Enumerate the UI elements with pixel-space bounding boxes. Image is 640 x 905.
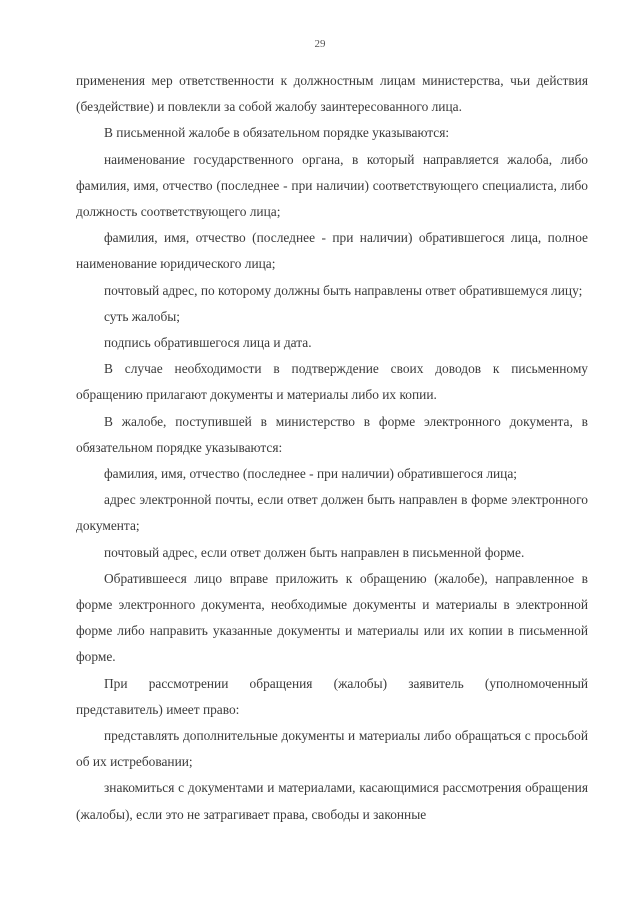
page-number: 29: [314, 38, 326, 50]
paragraph: знакомиться с документами и материалами, касающимися рассмотрения обращения (жалобы), если это не затрагивает права, свободы и законные: [76, 780, 588, 822]
paragraph: Обратившееся лицо вправе приложить к обращению (жалобе), направленное в форме электронного документа, необходимые документы и материалы в электронной форме либо направить указанные документы и материалы или их копии в письменной форме.: [76, 570, 588, 665]
paragraph: наименование государственного органа, в который направляется жалоба, либо фамилия, имя, отчество (последнее - при наличии) соответствующего специалиста, либо должность соответствующего лица;: [76, 151, 588, 220]
paragraph: фамилия, имя, отчество (последнее - при наличии) обратившегося лица, полное наименование юридического лица;: [76, 230, 588, 272]
paragraph: почтовый адрес, если ответ должен быть направлен в письменной форме.: [104, 544, 525, 560]
paragraph: фамилия, имя, отчество (последнее - при наличии) обратившегося лица;: [104, 466, 518, 482]
paragraph: представлять дополнительные документы и материалы либо обращаться с просьбой об их истребовании;: [76, 728, 588, 770]
document-body: [76, 68, 588, 828]
paragraph: В жалобе, поступившей в министерство в форме электронного документа, в обязательном порядке указываются:: [76, 413, 588, 455]
paragraph: В письменной жалобе в обязательном порядке указываются:: [104, 125, 450, 141]
paragraph: суть жалобы;: [104, 308, 180, 324]
paragraph: почтовый адрес, по которому должны быть направлены ответ обратившемуся лицу;: [104, 282, 583, 298]
paragraph: При рассмотрении обращения (жалобы) заявитель (уполномоченный представитель) имеет право:: [76, 675, 588, 717]
paragraph: адрес электронной почты, если ответ должен быть направлен в форме электронного документа;: [76, 492, 588, 534]
paragraph: подпись обратившегося лица и дата.: [104, 335, 312, 351]
paragraph: применения мер ответственности к должностным лицам министерства, чьи действия (бездействие) и повлекли за собой жалобу заинтересованного лица.: [76, 73, 588, 115]
paragraph: В случае необходимости в подтверждение своих доводов к письменному обращению прилагают документы и материалы либо их копии.: [76, 361, 588, 403]
